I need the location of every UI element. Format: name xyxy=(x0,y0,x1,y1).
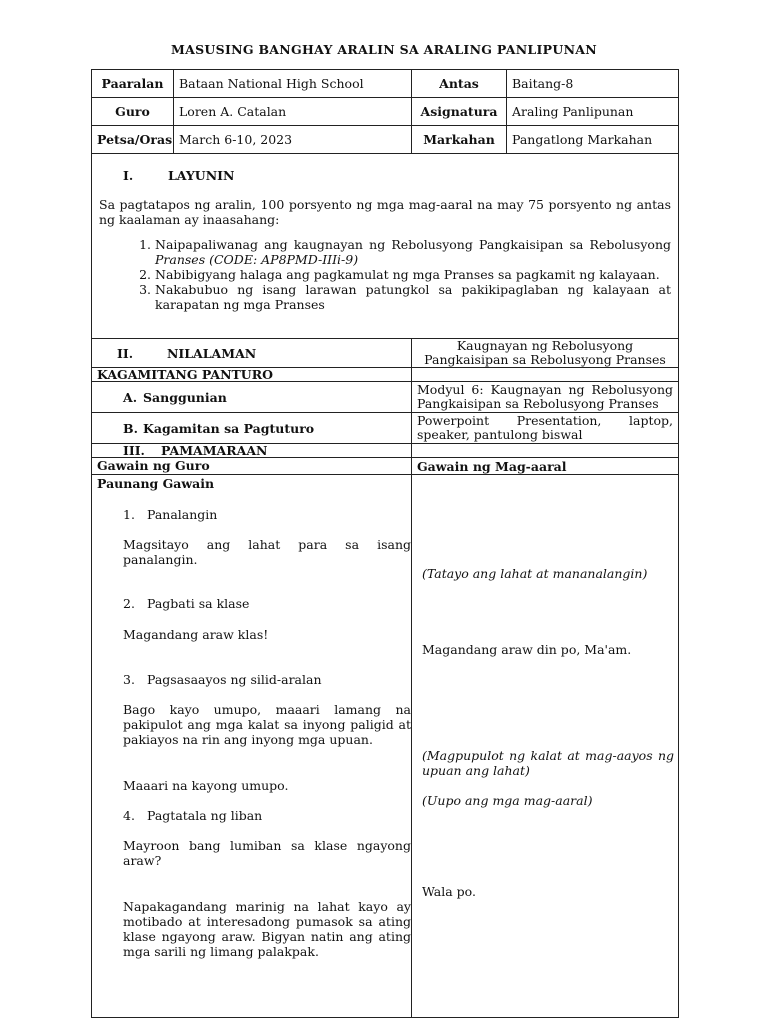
asignatura-value: Araling Panlipunan xyxy=(507,98,679,126)
guro-activities xyxy=(97,475,411,1017)
step-4-number: 4. xyxy=(123,808,135,823)
step-3-text-2: Maaari na kayong umupo. xyxy=(123,778,289,793)
sanggunian-value: Modyul 6: Kaugnayan ng Rebolusyong Pangkaisipan sa Rebolusyong Pranses xyxy=(412,382,679,413)
step-2-number: 2. xyxy=(123,596,135,611)
step-1-text: Magsitayo ang lahat para sa isang panalangin. xyxy=(123,537,411,567)
objective-2: 2. Nabibigyang halaga ang pagkamulat ng mga Pranses sa pagkamit ng kalayaan. xyxy=(155,267,671,282)
step-1-title: Panalangin xyxy=(147,507,218,522)
col-gawain-guro: Gawain ng Guro xyxy=(92,458,412,475)
kagamitan-row xyxy=(92,368,679,382)
step-3-response: (Magpupulot ng kalat at mag-aayos ng upuan ang lahat) xyxy=(422,748,674,778)
nilalaman-value: Kaugnayan ng Rebolusyong Pangkaisipan sa Rebolusyong Pranses xyxy=(412,339,679,368)
step-4-text-2: Napakagandang marinig na lahat kayo ay motibado at interesadong pumasok sa ating klase ngayong araw. Bigyan natin ang ating mga sarili ng limang palakpak. xyxy=(123,899,411,959)
antas-value: Baitang-8 xyxy=(507,70,679,98)
nilalaman-numeral: II. xyxy=(117,345,134,361)
objective-1: 1. Naipapaliwanag ang kaugnayan ng Rebolusyong Pangkaisipan sa Rebolusyong Pranses (CODE: AP8PMD-IIIi-9) xyxy=(155,237,671,267)
step-2-text: Magandang araw klas! xyxy=(123,627,269,642)
step-3-number: 3. xyxy=(123,672,135,687)
paaralan-label: Paaralan xyxy=(92,70,174,98)
layunin-intro: Sa pagtatapos ng aralin, 100 porsyento ng mga mag-aaral na may 75 porsyento ng antas ng kaalaman ay inaasahang: xyxy=(99,197,671,227)
pamamaraan-columns-row xyxy=(92,458,679,475)
step-4-title: Pagtatala ng liban xyxy=(147,808,263,823)
step-1-number: 1. xyxy=(123,507,135,522)
layunin-title: LAYUNIN xyxy=(168,168,235,183)
col-gawain-magaaral: Gawain ng Mag-aaral xyxy=(412,458,679,475)
kagamitan-label: Kagamitan sa Pagtuturo xyxy=(143,420,315,436)
nilalaman-heading: NILALAMAN xyxy=(167,345,257,361)
guro-value: Loren A. Catalan xyxy=(174,98,412,126)
lesson-plan-table xyxy=(91,69,679,1018)
kagamitan-letter: B. xyxy=(123,420,138,436)
kagamitan-pagtuturo-row xyxy=(92,413,679,444)
header-row-paaralan xyxy=(92,70,679,98)
layunin-numeral: I. xyxy=(123,168,134,183)
sanggunian-row xyxy=(92,382,679,413)
paunang-gawain-heading: Paunang Gawain xyxy=(97,476,215,491)
step-3-text: Bago kayo umupo, maaari lamang na pakipulot ang mga kalat sa inyong paligid at pakiayos na rin ang inyong mga upuan. xyxy=(123,702,411,747)
markahan-value: Pangatlong Markahan xyxy=(507,126,679,154)
pamamaraan-heading: PAMAMARAAN xyxy=(161,443,268,458)
step-2-response: Magandang araw din po, Ma'am. xyxy=(422,642,632,657)
step-1-response: (Tatayo ang lahat at mananalangin) xyxy=(422,566,648,581)
kagamitan-value: Powerpoint Presentation, laptop, speaker, pantulong biswal xyxy=(412,413,679,444)
step-4-text: Mayroon bang lumiban sa klase ngayong araw? xyxy=(123,838,411,868)
header-row-guro xyxy=(92,98,679,126)
layunin-row xyxy=(92,154,679,339)
sanggunian-label: Sanggunian xyxy=(143,389,227,405)
paunang-gawain-row xyxy=(92,475,679,1018)
guro-label: Guro xyxy=(92,98,174,126)
sanggunian-letter: A. xyxy=(123,389,138,405)
pamamaraan-numeral: III. xyxy=(123,443,145,458)
petsa-label: Petsa/Oras xyxy=(92,126,174,154)
header-row-petsa xyxy=(92,126,679,154)
page-title: MASUSING BANGHAY ARALIN SA ARALING PANLIPUNAN xyxy=(170,42,598,57)
step-3-response-2: (Uupo ang mga mag-aaral) xyxy=(422,793,593,808)
magaaral-activities xyxy=(417,475,673,1017)
step-4-response: Wala po. xyxy=(422,884,476,899)
asignatura-label: Asignatura xyxy=(412,98,507,126)
nilalaman-row xyxy=(92,339,679,368)
step-2-title: Pagbati sa klase xyxy=(147,596,250,611)
kagamitan-heading: KAGAMITANG PANTURO xyxy=(92,368,412,382)
layunin-heading xyxy=(99,168,671,183)
pamamaraan-row xyxy=(92,444,679,458)
objectives-list xyxy=(99,237,671,312)
petsa-value: March 6-10, 2023 xyxy=(174,126,412,154)
step-3-title: Pagsasaayos ng silid-aralan xyxy=(147,672,322,687)
antas-label: Antas xyxy=(412,70,507,98)
objective-3: 3. Nakabubuo ng isang larawan patungkol sa pakikipaglaban ng kalayaan at karapatan ng mga Pranses xyxy=(155,282,671,312)
markahan-label: Markahan xyxy=(412,126,507,154)
paaralan-value: Bataan National High School xyxy=(174,70,412,98)
